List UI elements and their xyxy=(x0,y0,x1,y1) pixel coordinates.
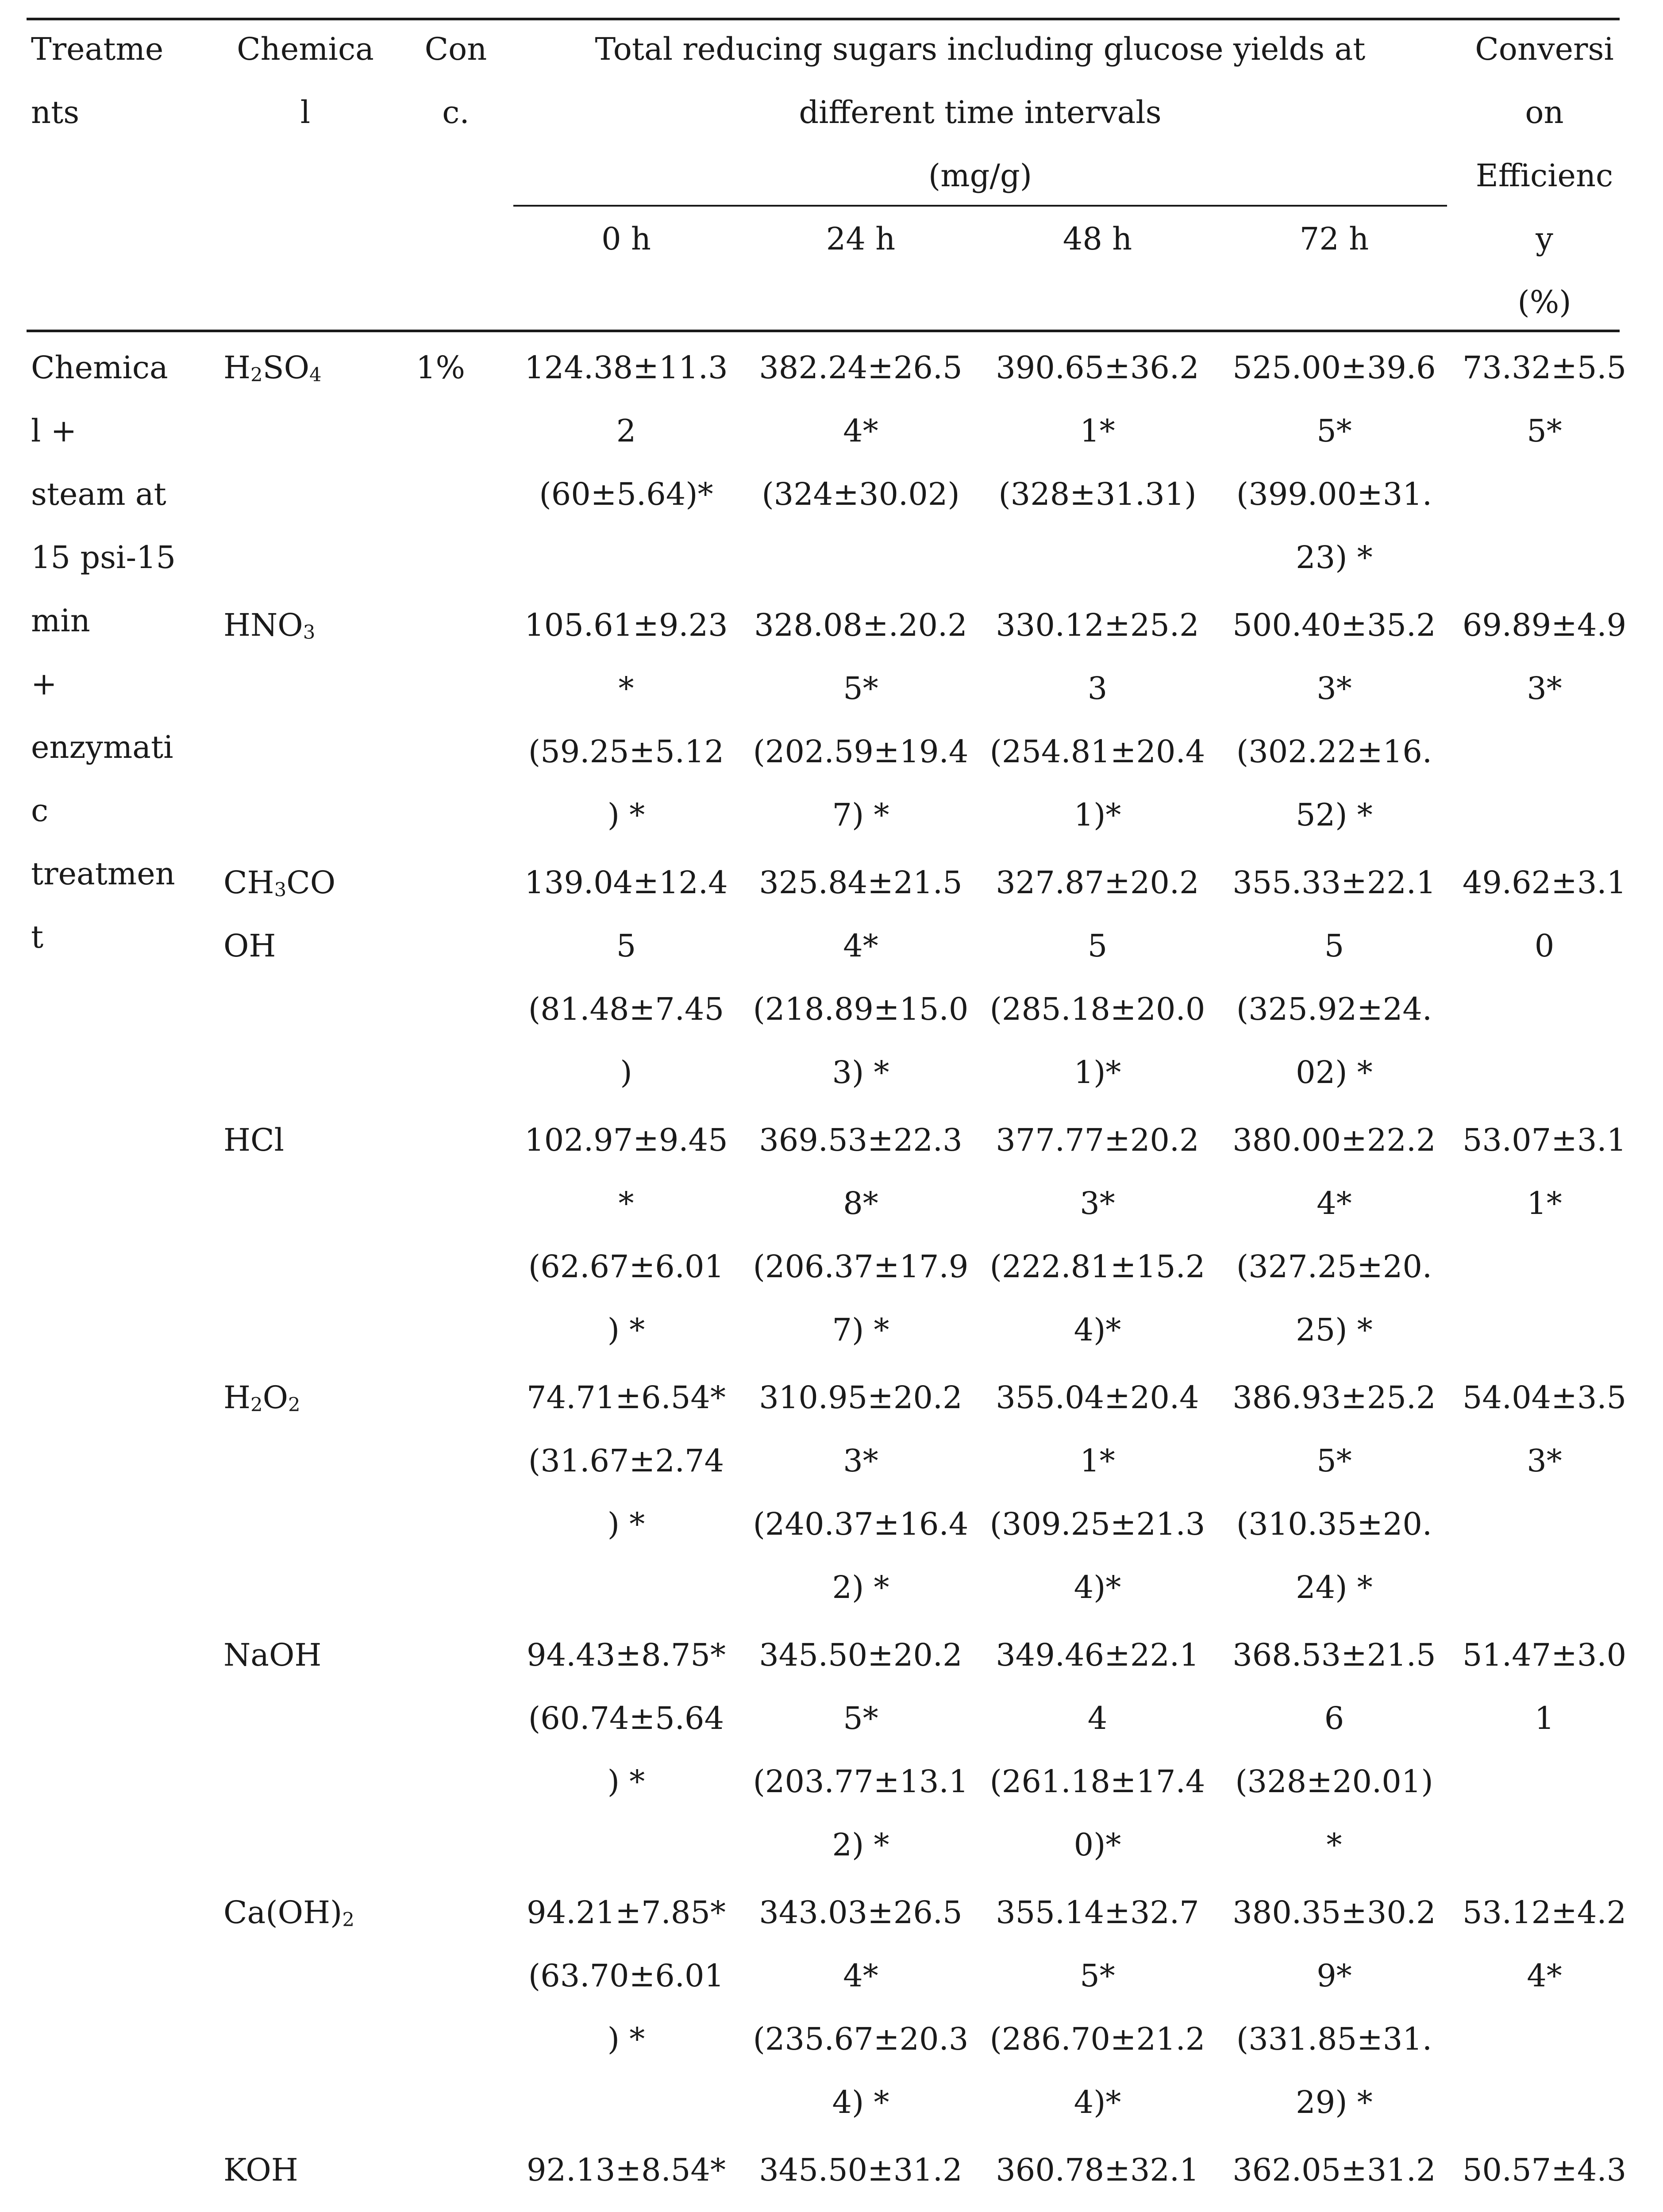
value-t72: 386.93±25.2 xyxy=(1232,1379,1436,1416)
chemical-part: SO xyxy=(262,349,309,386)
chemical-subscript: 3 xyxy=(274,879,287,901)
header-time-24h: 24 h xyxy=(826,221,896,257)
treatment-label: enzymati xyxy=(31,729,173,765)
chemical-subscript: 4 xyxy=(309,364,322,386)
value-t72: 500.40±35.2 xyxy=(1232,607,1436,643)
value-t0: 94.21±7.85* xyxy=(527,1894,726,1931)
chemical-name xyxy=(223,1624,321,1687)
value-t72: 6 xyxy=(1324,1700,1344,1736)
value-conv: 54.04±3.5 xyxy=(1462,1379,1627,1416)
value-t24: 345.50±20.2 xyxy=(759,1637,962,1673)
header-group: different time intervals xyxy=(799,94,1162,131)
chemical-part: NaOH xyxy=(223,1637,322,1673)
value-t24: 328.08±.20.2 xyxy=(754,607,967,643)
value-t48: 355.04±20.4 xyxy=(996,1379,1199,1416)
value-conv: 4* xyxy=(1527,1958,1562,1994)
value-t24: (202.59±19.4 xyxy=(753,733,969,770)
chemical-part: CH xyxy=(223,864,274,901)
value-t0: 105.61±9.23 xyxy=(524,607,728,643)
value-conv: 53.12±4.2 xyxy=(1462,1894,1627,1931)
value-t48: 1* xyxy=(1080,1443,1115,1479)
treatment-label: Chemica xyxy=(31,349,168,386)
value-t72: 4* xyxy=(1317,1185,1352,1221)
treatment-label: 15 psi-15 xyxy=(31,539,176,576)
value-t0: 102.97±9.45 xyxy=(524,1122,728,1158)
value-t24: 369.53±22.3 xyxy=(759,1122,962,1158)
value-t72: 380.00±22.2 xyxy=(1232,1122,1436,1158)
header-conc: Con xyxy=(424,31,487,67)
chemical-part: HNO xyxy=(223,607,303,643)
value-t72: (331.85±31. xyxy=(1236,2021,1432,2057)
chemical-name xyxy=(223,2139,298,2202)
value-t72: 24) * xyxy=(1296,1569,1373,1605)
value-t72: 5 xyxy=(1324,928,1344,964)
value-t72: 02) * xyxy=(1296,1054,1373,1091)
value-t24: (218.89±15.0 xyxy=(753,991,969,1027)
chemical-name xyxy=(223,594,315,657)
treatment-label: treatmen xyxy=(31,856,175,892)
value-conv: 5* xyxy=(1527,413,1562,449)
header-conversion: on xyxy=(1525,94,1564,131)
header-group: (mg/g) xyxy=(928,157,1032,194)
value-t48: 327.87±20.2 xyxy=(996,864,1199,901)
chemical-subscript: 2 xyxy=(342,1909,354,1931)
value-conv: 0 xyxy=(1534,928,1555,964)
value-t72: (328±20.01) xyxy=(1235,1763,1433,1800)
value-t48: 1)* xyxy=(1074,797,1121,833)
chemical-name xyxy=(223,1109,284,1172)
header-conc: c. xyxy=(442,94,470,131)
value-t48: (309.25±21.3 xyxy=(989,1506,1205,1542)
conc-value: 1% xyxy=(416,349,466,386)
value-t48: (285.18±20.0 xyxy=(989,991,1205,1027)
value-t24: 382.24±26.5 xyxy=(759,349,962,386)
value-t48: 4)* xyxy=(1074,1569,1121,1605)
value-t48: 4)* xyxy=(1074,2084,1121,2120)
value-t0: * xyxy=(618,1185,634,1221)
chemical-part: HCl xyxy=(223,1122,284,1158)
value-t24: 325.84±21.5 xyxy=(759,864,962,901)
value-t24: 3) * xyxy=(832,1054,889,1091)
value-t72: (302.22±16. xyxy=(1236,733,1432,770)
value-t24: 4* xyxy=(843,928,878,964)
value-t0: 2 xyxy=(616,413,636,449)
value-t72: * xyxy=(1326,1827,1342,1863)
header-time-48h: 48 h xyxy=(1062,221,1132,257)
header-chemical: Chemica xyxy=(237,31,374,67)
chemical-part: KOH xyxy=(223,2152,298,2188)
value-t48: 377.77±20.2 xyxy=(996,1122,1199,1158)
value-t24: 5* xyxy=(843,1700,878,1736)
value-t48: 5 xyxy=(1087,928,1108,964)
value-t0: ) * xyxy=(607,797,645,833)
header-group: Total reducing sugars including glucose yields at xyxy=(595,31,1366,67)
value-t24: 5* xyxy=(843,670,878,707)
chemical-name-cont: OH xyxy=(223,928,276,964)
treatment-label: + xyxy=(31,666,57,702)
value-t24: 345.50±31.2 xyxy=(759,2152,962,2188)
value-t48: 360.78±32.1 xyxy=(996,2152,1199,2188)
value-t24: 8* xyxy=(843,1185,878,1221)
value-t72: 9* xyxy=(1317,1958,1352,1994)
value-t48: 4)* xyxy=(1074,1312,1121,1348)
value-t0 xyxy=(513,2202,739,2212)
value-t24: 7) * xyxy=(832,1312,889,1348)
value-t48: 355.14±32.7 xyxy=(996,1894,1199,1931)
chemical-name xyxy=(223,336,322,399)
value-t0: (31.67±2.74 xyxy=(528,1443,724,1479)
value-conv: 53.07±3.1 xyxy=(1462,1122,1627,1158)
value-t24: (203.77±13.1 xyxy=(753,1763,969,1800)
value-t24: 343.03±26.5 xyxy=(759,1894,962,1931)
value-t72: 25) * xyxy=(1296,1312,1373,1348)
value-t48: 330.12±25.2 xyxy=(996,607,1199,643)
value-t48: 0)* xyxy=(1074,1827,1121,1863)
value-t48: 1* xyxy=(1080,413,1115,449)
value-t0: * xyxy=(618,670,634,707)
value-conv: 51.47±3.0 xyxy=(1462,1637,1627,1673)
chemical-subscript: 2 xyxy=(250,364,263,386)
header-time-72h: 72 h xyxy=(1299,221,1369,257)
value-t0: (60.74±5.64 xyxy=(528,1700,724,1736)
value-t0: 5 xyxy=(616,928,636,964)
value-t24: 3* xyxy=(843,1443,878,1479)
chemical-part: H xyxy=(223,349,251,386)
value-t72: 52) * xyxy=(1296,797,1373,833)
value-conv: 50.57±4.3 xyxy=(1462,2152,1627,2188)
value-t24: (324±30.02) xyxy=(762,476,960,512)
header-bottom-rule xyxy=(27,330,1620,332)
value-t72: (310.35±20. xyxy=(1236,1506,1432,1542)
value-t72: 23) * xyxy=(1296,539,1373,576)
value-t0: ) * xyxy=(607,1763,645,1800)
value-t24: 2) * xyxy=(832,1827,889,1863)
header-conversion: Efficienc xyxy=(1475,157,1613,194)
chemical-part: CO xyxy=(286,864,336,901)
value-t0: 94.43±8.75* xyxy=(527,1637,726,1673)
value-t48: (286.70±21.2 xyxy=(989,2021,1205,2057)
chemical-subscript: 2 xyxy=(250,1394,263,1416)
value-t0: ) * xyxy=(607,2021,645,2057)
chemical-part: O xyxy=(262,1379,289,1416)
value-t72: (399.00±31. xyxy=(1236,476,1432,512)
value-t72: 380.35±30.2 xyxy=(1232,1894,1436,1931)
header-treatments: nts xyxy=(31,94,80,131)
value-t48: (254.81±20.4 xyxy=(989,733,1205,770)
value-t72 xyxy=(1217,2202,1451,2212)
value-t72: 5* xyxy=(1317,1443,1352,1479)
header-treatments: Treatme xyxy=(31,31,164,67)
value-t48: 5* xyxy=(1080,1958,1115,1994)
value-t48: 3 xyxy=(1087,670,1108,707)
chemical-part: H xyxy=(223,1379,251,1416)
value-conv: 49.62±3.1 xyxy=(1462,864,1627,901)
value-t0: ) * xyxy=(607,1506,645,1542)
chemical-part: Ca(OH) xyxy=(223,1894,343,1931)
value-t72: (327.25±20. xyxy=(1236,1248,1432,1285)
value-t72: 5* xyxy=(1317,413,1352,449)
value-t0: 124.38±11.3 xyxy=(524,349,728,386)
value-t24: 4* xyxy=(843,1958,878,1994)
value-t48: 390.65±36.2 xyxy=(996,349,1199,386)
chemical-name xyxy=(223,1881,354,1944)
value-t48: 1)* xyxy=(1074,1054,1121,1091)
value-t72: 29) * xyxy=(1296,2084,1373,2120)
value-t72: 3* xyxy=(1317,670,1352,707)
value-t0: (59.25±5.12 xyxy=(528,733,724,770)
value-conv: 1* xyxy=(1527,1185,1562,1221)
value-t24: 2) * xyxy=(832,1569,889,1605)
value-t0: (62.67±6.01 xyxy=(528,1248,724,1285)
value-t0: 74.71±6.54* xyxy=(527,1379,726,1416)
value-t0: ) xyxy=(620,1054,632,1091)
value-t72: 368.53±21.5 xyxy=(1232,1637,1436,1673)
value-t0: ) * xyxy=(607,1312,645,1348)
value-conv xyxy=(1454,2202,1635,2212)
value-t72: 355.33±22.1 xyxy=(1232,864,1436,901)
value-t0: (63.70±6.01 xyxy=(528,1958,724,1994)
treatment-label: steam at xyxy=(31,476,166,512)
value-t24: 310.95±20.2 xyxy=(759,1379,962,1416)
chemical-name xyxy=(223,1366,300,1429)
value-t48: (328±31.31) xyxy=(998,476,1197,512)
value-t48: 4 xyxy=(1087,1700,1108,1736)
value-t0: (60±5.64)* xyxy=(539,476,713,512)
chemical-name xyxy=(223,851,335,914)
value-conv: 69.89±4.9 xyxy=(1462,607,1627,643)
value-t48: (222.81±15.2 xyxy=(989,1248,1205,1285)
value-t0: (81.48±7.45 xyxy=(528,991,724,1027)
chemical-subscript: 2 xyxy=(288,1394,300,1416)
value-t48: 349.46±22.1 xyxy=(996,1637,1199,1673)
header-time-0h: 0 h xyxy=(601,221,651,257)
value-t48: 3* xyxy=(1080,1185,1115,1221)
value-t24: 7) * xyxy=(832,797,889,833)
value-t0: 92.13±8.54* xyxy=(527,2152,726,2188)
value-t24: 4) * xyxy=(832,2084,889,2120)
value-t48: (261.18±17.4 xyxy=(989,1763,1205,1800)
header-conversion: y xyxy=(1536,221,1553,257)
value-t0: 139.04±12.4 xyxy=(524,864,728,901)
value-t24 xyxy=(743,2202,978,2212)
value-t24: 4* xyxy=(843,413,878,449)
treatment-label: c xyxy=(31,792,49,829)
header-conversion: Conversi xyxy=(1475,31,1614,67)
value-t48 xyxy=(982,2202,1213,2212)
value-t24: (235.67±20.3 xyxy=(753,2021,969,2057)
value-t72: 525.00±39.6 xyxy=(1232,349,1436,386)
treatment-label: min xyxy=(31,603,90,639)
header-conversion: (%) xyxy=(1517,284,1571,320)
value-conv: 3* xyxy=(1527,670,1562,707)
header-chemical: l xyxy=(300,94,311,131)
chemical-subscript: 3 xyxy=(303,621,316,644)
treatment-label: t xyxy=(31,919,44,955)
value-t72: (325.92±24. xyxy=(1236,991,1432,1027)
value-conv: 3* xyxy=(1527,1443,1562,1479)
value-conv: 73.32±5.5 xyxy=(1462,349,1627,386)
value-conv: 1 xyxy=(1534,1700,1555,1736)
value-t72: 362.05±31.2 xyxy=(1232,2152,1436,2188)
value-t24: (240.37±16.4 xyxy=(753,1506,969,1542)
treatment-label: l + xyxy=(31,413,77,449)
value-t24: (206.37±17.9 xyxy=(753,1248,969,1285)
